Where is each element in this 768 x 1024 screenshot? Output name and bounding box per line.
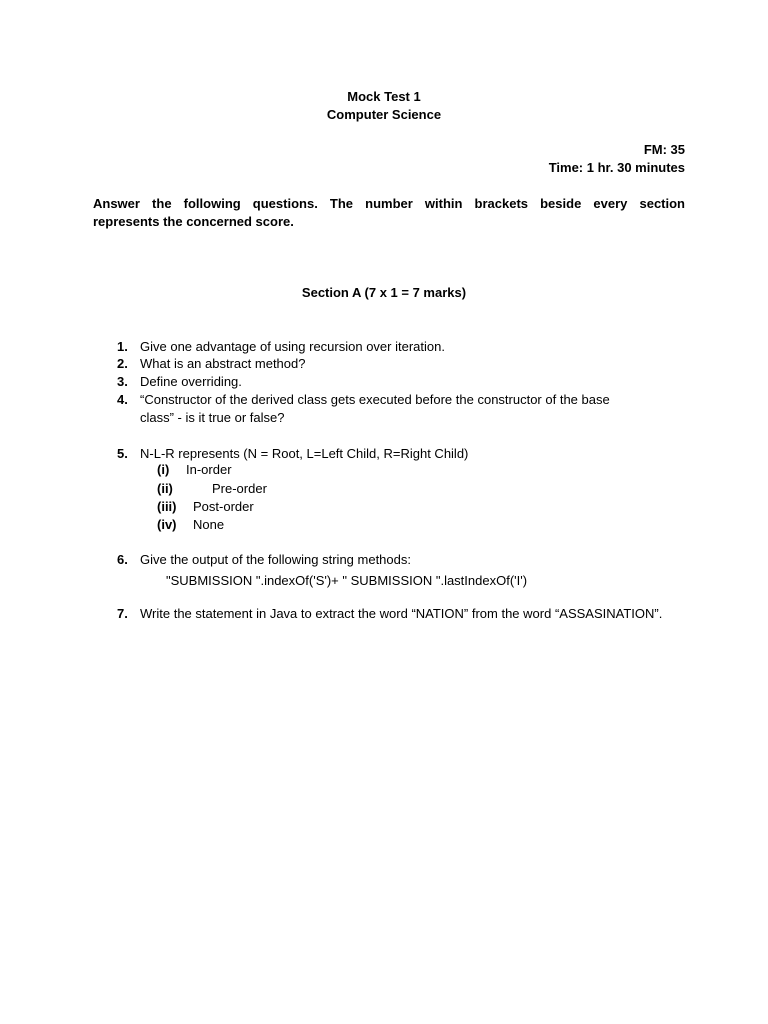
instructions-line-2: represents the concerned score. — [93, 214, 294, 229]
option-number: (ii) — [157, 481, 173, 496]
question-number: 1. — [117, 339, 128, 354]
instructions-line-1: Answer the following questions. The number within brackets beside every section — [93, 196, 685, 211]
question-number: 3. — [117, 374, 128, 389]
option-text: Pre-order — [212, 481, 267, 496]
test-title: Mock Test 1 — [347, 89, 421, 104]
question-number: 5. — [117, 446, 128, 461]
question-text: Define overriding. — [140, 374, 242, 389]
time-allowed: Time: 1 hr. 30 minutes — [548, 160, 685, 175]
question-number: 2. — [117, 356, 128, 371]
question-text: “Constructor of the derived class gets executed before the constructor of the base — [140, 392, 610, 407]
full-marks: FM: 35 — [643, 142, 685, 157]
section-title: Section A (7 x 1 = 7 marks) — [301, 285, 467, 300]
option-text: Post-order — [193, 499, 254, 514]
option-number: (iii) — [157, 499, 177, 514]
question-number: 4. — [117, 392, 128, 407]
question-text: Write the statement in Java to extract the word “NATION” from the word “ASSASINATION”. — [140, 606, 663, 621]
option-text: In-order — [186, 462, 232, 477]
option-text: None — [193, 517, 225, 532]
option-number: (i) — [157, 462, 170, 477]
question-number: 6. — [117, 552, 128, 567]
question-number: 7. — [117, 606, 128, 621]
code-expression: "SUBMISSION ".indexOf('S')+ " SUBMISSION ".lastIndexOf('I') — [166, 573, 528, 588]
option-number: (iv) — [157, 517, 177, 532]
question-text: Give the output of the following string methods: — [140, 552, 411, 567]
question-text: What is an abstract method? — [140, 356, 306, 371]
question-text: N-L-R represents (N = Root, L=Left Child, R=Right Child) — [140, 446, 469, 461]
question-text-continued: class” - is it true or false? — [140, 410, 285, 425]
question-text: Give one advantage of using recursion over iteration. — [140, 339, 445, 354]
subject-title: Computer Science — [326, 107, 442, 122]
